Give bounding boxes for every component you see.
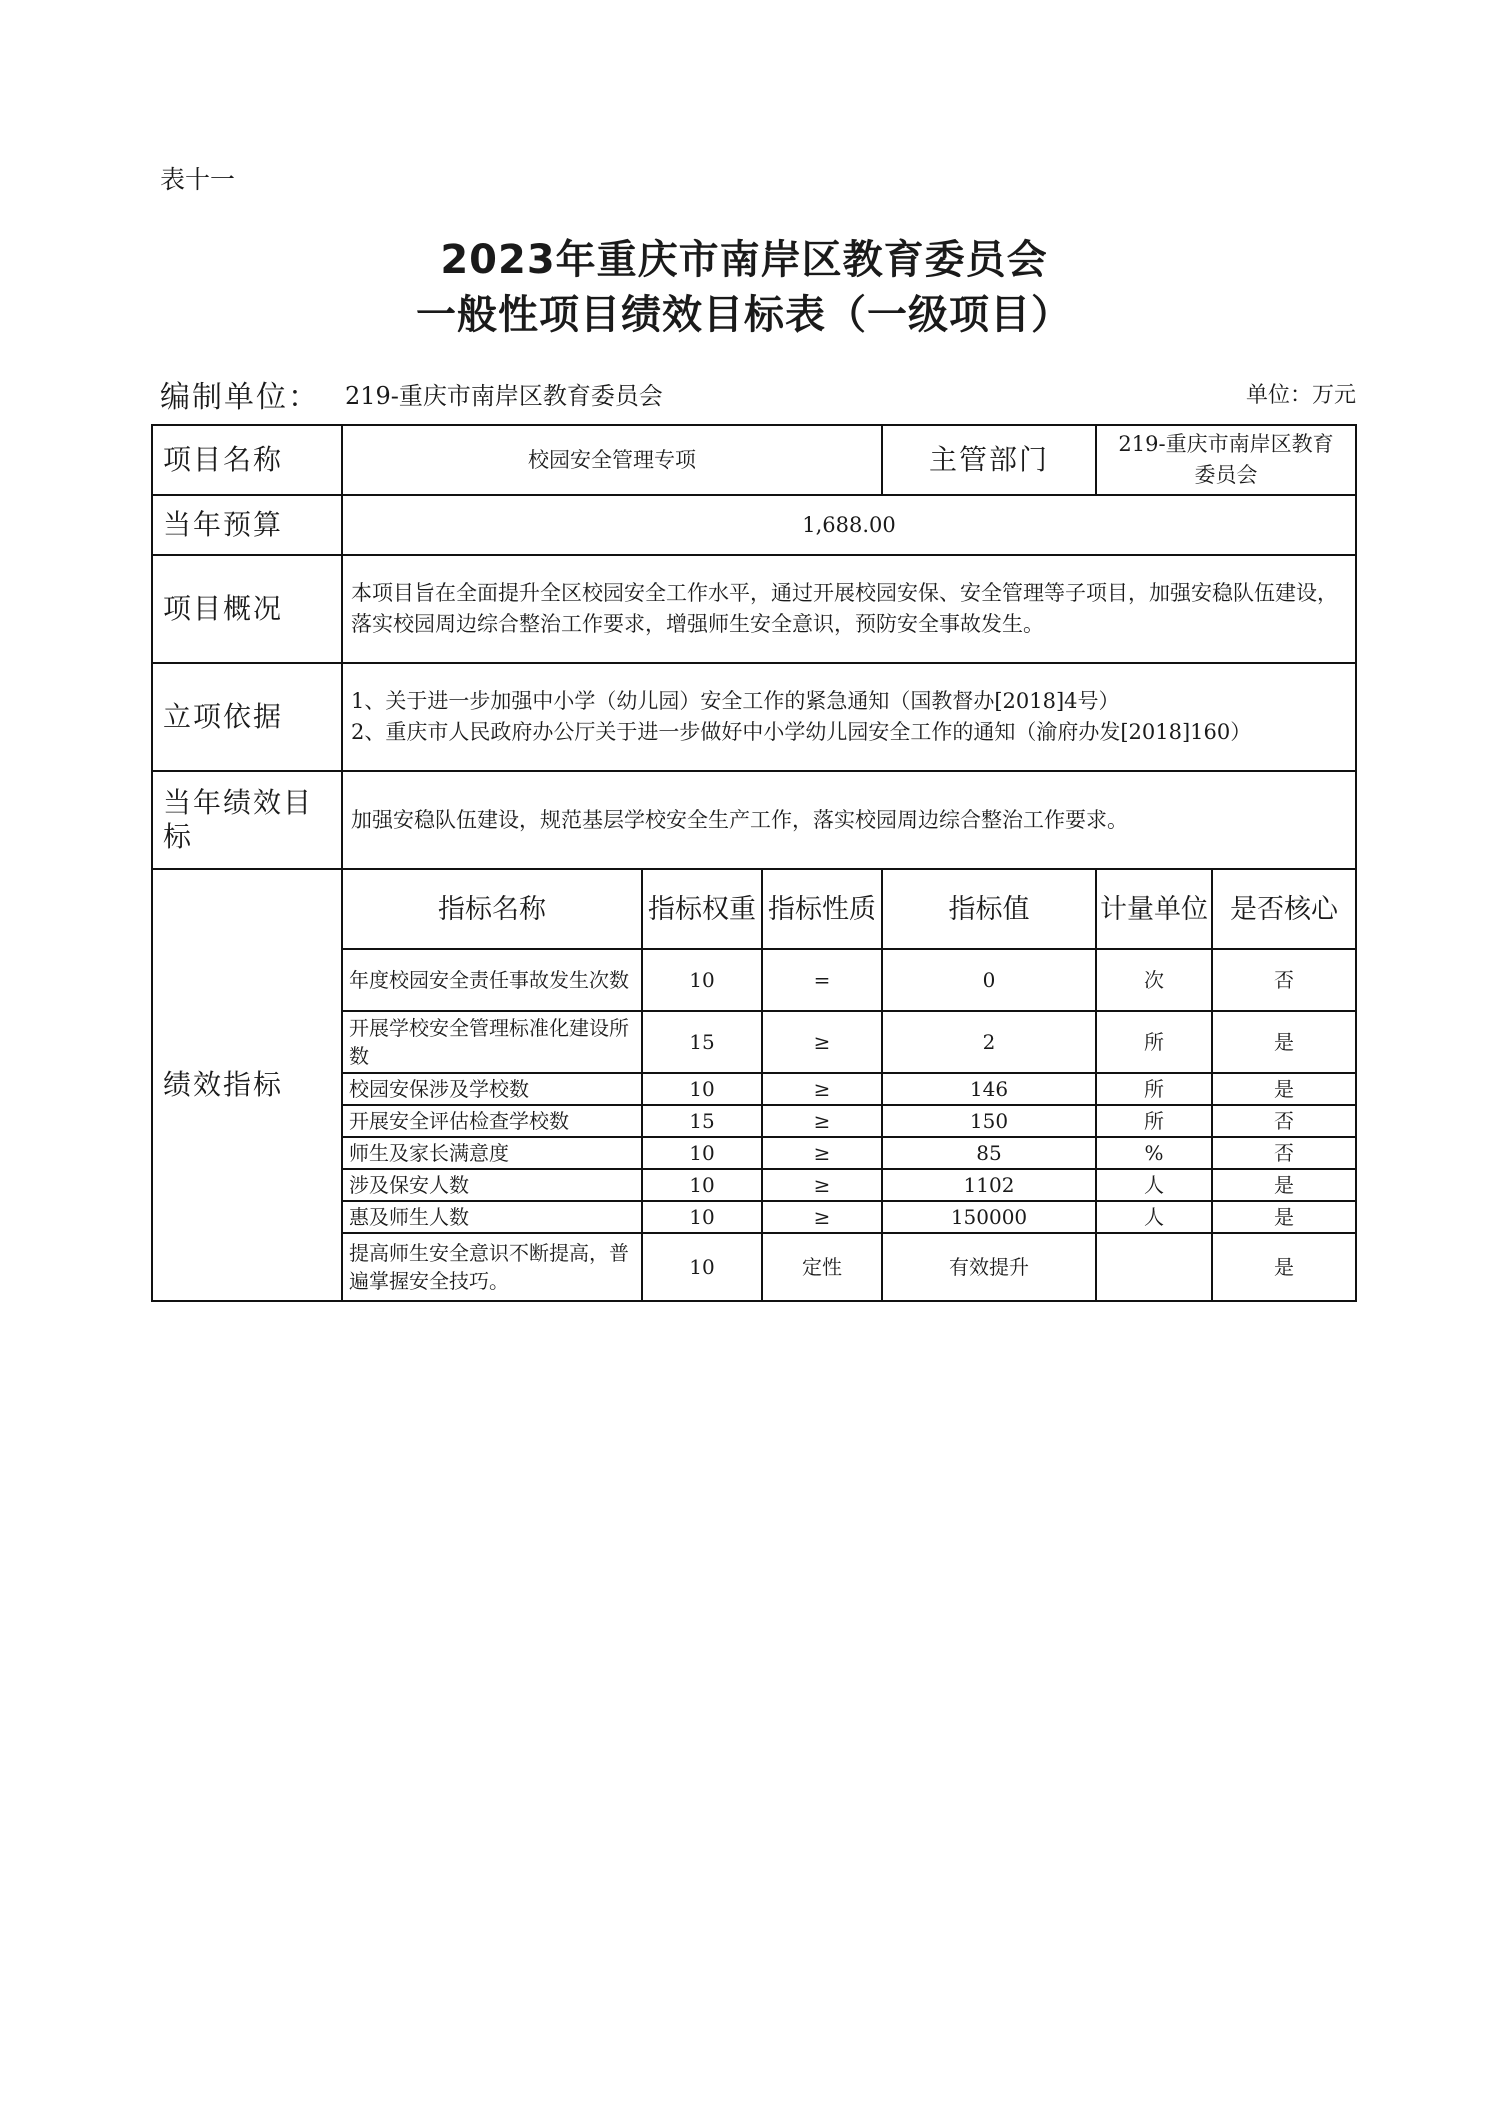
metric-core: 否 xyxy=(1211,1104,1357,1138)
metric-nature: ≥ xyxy=(761,1010,883,1074)
metric-nature: 定性 xyxy=(761,1232,883,1302)
metric-value: 150 xyxy=(881,1104,1097,1138)
metric-name: 开展学校安全管理标准化建设所数 xyxy=(341,1010,643,1074)
unit-label: 单位：万元 xyxy=(1245,383,1356,408)
metrics-section-label: 绩效指标 xyxy=(151,868,343,1302)
metric-weight: 10 xyxy=(641,1200,763,1234)
metric-weight: 10 xyxy=(641,948,763,1012)
metric-unit: 次 xyxy=(1095,948,1213,1012)
budget-label: 当年预算 xyxy=(151,494,343,556)
metric-unit: 人 xyxy=(1095,1168,1213,1202)
metric-unit: % xyxy=(1095,1136,1213,1170)
metric-core: 否 xyxy=(1211,1136,1357,1170)
page-label: 表十一 xyxy=(160,165,236,194)
metric-name: 提高师生安全意识不断提高，普遍掌握安全技巧。 xyxy=(341,1232,643,1302)
metric-nature: = xyxy=(761,948,883,1012)
metric-name: 年度校园安全责任事故发生次数 xyxy=(341,948,643,1012)
dept-value: 219-重庆市南岸区教育委员会 xyxy=(1095,424,1357,496)
overview-value: 本项目旨在全面提升全区校园安全工作水平，通过开展校园安保、安全管理等子项目，加强安稳队伍建设，落实校园周边综合整治工作要求，增强师生安全意识，预防安全事故发生。 xyxy=(341,554,1357,664)
page-title-line1: 2023年重庆市南岸区教育委员会 xyxy=(440,237,1048,283)
metric-core: 否 xyxy=(1211,948,1357,1012)
page-title-line2: 一般性项目绩效目标表（一级项目） xyxy=(416,292,1072,338)
metric-core: 是 xyxy=(1211,1010,1357,1074)
metric-core: 是 xyxy=(1211,1200,1357,1234)
metric-value: 150000 xyxy=(881,1200,1097,1234)
metric-name: 师生及家长满意度 xyxy=(341,1136,643,1170)
metric-value: 0 xyxy=(881,948,1097,1012)
metric-nature: ≥ xyxy=(761,1168,883,1202)
metric-header-core: 是否核心 xyxy=(1211,868,1357,950)
goal-label: 当年绩效目标 xyxy=(151,770,343,870)
metric-value: 85 xyxy=(881,1136,1097,1170)
metric-nature: ≥ xyxy=(761,1136,883,1170)
metric-unit: 所 xyxy=(1095,1072,1213,1106)
basis-line-2: 2、重庆市人民政府办公厅关于进一步做好中小学幼儿园安全工作的通知（渝府办发[2018]160） xyxy=(351,720,1252,744)
metric-name: 校园安保涉及学校数 xyxy=(341,1072,643,1106)
metric-header-unit: 计量单位 xyxy=(1095,868,1213,950)
metric-weight: 10 xyxy=(641,1232,763,1302)
goal-value: 加强安稳队伍建设，规范基层学校安全生产工作，落实校园周边综合整治工作要求。 xyxy=(341,770,1357,870)
org-label: 编制单位： xyxy=(160,380,320,415)
metric-nature: ≥ xyxy=(761,1072,883,1106)
metric-header-weight: 指标权重 xyxy=(641,868,763,950)
metric-weight: 15 xyxy=(641,1010,763,1074)
metric-unit: 所 xyxy=(1095,1010,1213,1074)
metric-weight: 10 xyxy=(641,1136,763,1170)
metric-nature: ≥ xyxy=(761,1200,883,1234)
metric-weight: 15 xyxy=(641,1104,763,1138)
metric-value: 1102 xyxy=(881,1168,1097,1202)
metric-unit: 人 xyxy=(1095,1200,1213,1234)
metric-name: 涉及保安人数 xyxy=(341,1168,643,1202)
metric-nature: ≥ xyxy=(761,1104,883,1138)
basis-line-1: 1、关于进一步加强中小学（幼儿园）安全工作的紧急通知（国教督办[2018]4号） xyxy=(351,689,1120,713)
metric-header-name: 指标名称 xyxy=(341,868,643,950)
budget-value: 1,688.00 xyxy=(341,494,1357,556)
project-name-label: 项目名称 xyxy=(151,424,343,496)
metric-name: 开展安全评估检查学校数 xyxy=(341,1104,643,1138)
metric-core: 是 xyxy=(1211,1072,1357,1106)
org-line xyxy=(160,372,1356,415)
metric-value: 有效提升 xyxy=(881,1232,1097,1302)
metric-unit: 所 xyxy=(1095,1104,1213,1138)
project-name-value: 校园安全管理专项 xyxy=(341,424,883,496)
metric-core: 是 xyxy=(1211,1168,1357,1202)
performance-table xyxy=(151,424,1357,1302)
org-value: 219-重庆市南岸区教育委员会 xyxy=(345,382,663,410)
basis-value xyxy=(341,662,1357,772)
metric-weight: 10 xyxy=(641,1072,763,1106)
metric-core: 是 xyxy=(1211,1232,1357,1302)
metric-unit xyxy=(1095,1232,1213,1302)
metric-header-nature: 指标性质 xyxy=(761,868,883,950)
metric-weight: 10 xyxy=(641,1168,763,1202)
dept-label: 主管部门 xyxy=(881,424,1097,496)
metric-value: 146 xyxy=(881,1072,1097,1106)
metric-name: 惠及师生人数 xyxy=(341,1200,643,1234)
metric-header-value: 指标值 xyxy=(881,868,1097,950)
metric-value: 2 xyxy=(881,1010,1097,1074)
basis-label: 立项依据 xyxy=(151,662,343,772)
overview-label: 项目概况 xyxy=(151,554,343,664)
